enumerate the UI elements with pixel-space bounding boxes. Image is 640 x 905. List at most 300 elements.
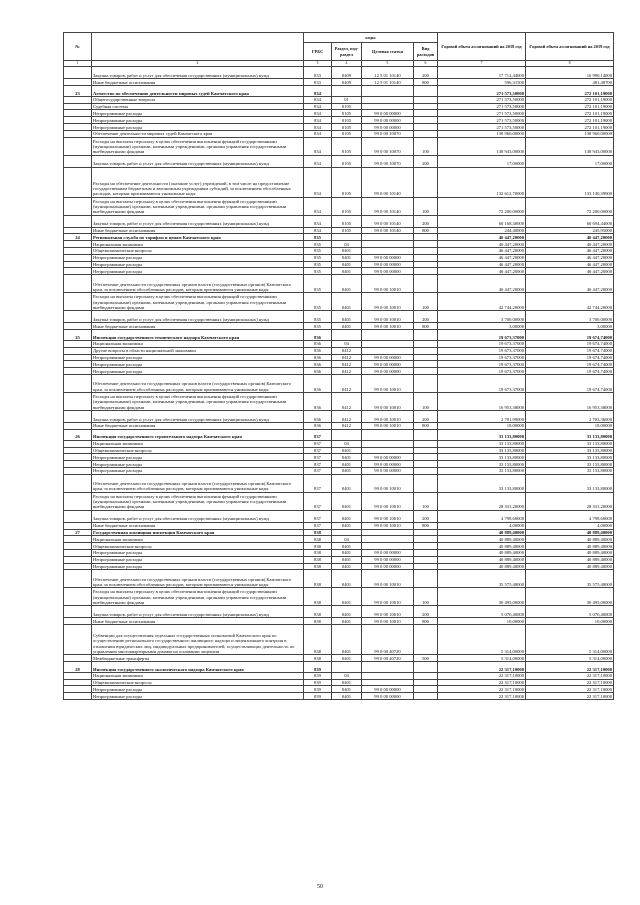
row-grbs: 839 [304, 661, 332, 672]
table-row [64, 293, 614, 311]
table-row [64, 422, 614, 429]
row-amount-2019: 19 674,74000 [526, 368, 614, 375]
row-number [64, 368, 92, 375]
row-amount-2019: 272 101,19000 [526, 123, 614, 130]
table-row [64, 323, 614, 330]
row-target-article [362, 247, 414, 254]
row-grbs: 836 [304, 368, 332, 375]
row-grbs: 838 [304, 618, 332, 625]
row-target-article: 12 5 01 10140 [362, 79, 414, 86]
row-target-article: 99 0 00 10070 [362, 155, 414, 167]
row-grbs: 836 [304, 347, 332, 354]
row-grbs: 834 [304, 85, 332, 96]
row-name: Инспекция государственного технического надзора Камчатского края [92, 329, 304, 340]
row-target-article: 99 0 00 00000 [362, 268, 414, 275]
row-name: Обеспечение деятельности государственных органов власти (государственных органов) Камчатского края, за исключением обособленных расходов, которым присваиваются уникальные коды [92, 570, 304, 588]
table-row [64, 96, 614, 103]
row-expense-type [414, 268, 438, 275]
table-row [64, 247, 614, 254]
table-row [64, 549, 614, 556]
row-grbs: 834 [304, 197, 332, 215]
table-row [64, 254, 614, 261]
row-target-article [362, 529, 414, 536]
row-name: Обеспечение деятельности государственных органов власти (государственных органов) Камчатского края, за исключением обособленных расходов, которым присваиваются уникальные коды [92, 374, 304, 392]
row-target-article [362, 429, 414, 440]
row-razdel: 0401 [332, 556, 362, 563]
row-expense-type: 500 [414, 655, 438, 662]
row-number [64, 96, 92, 103]
row-amount-2019: 46 447,20000 [526, 261, 614, 268]
row-amount-2018: 19 673,37000 [438, 354, 526, 361]
row-amount-2019: 46 447,20000 [526, 254, 614, 261]
index-cell: 6 [414, 61, 438, 67]
row-expense-type [414, 556, 438, 563]
row-number [64, 522, 92, 529]
row-number: 27 [64, 529, 92, 536]
row-amount-2018: 3 700,00000 [438, 311, 526, 323]
row-expense-type [414, 679, 438, 686]
row-grbs: 834 [304, 103, 332, 110]
row-razdel: 0401 [332, 563, 362, 570]
row-amount-2018: 42 744,20000 [438, 293, 526, 311]
row-razdel: 0401 [332, 492, 362, 510]
row-expense-type: 200 [414, 410, 438, 422]
row-amount-2019: 272 101,19000 [526, 110, 614, 117]
row-amount-2019: 33 133,80000 [526, 467, 614, 474]
row-amount-2018: 19 673,37000 [438, 340, 526, 347]
row-razdel: 0105 [332, 137, 362, 155]
row-grbs: 837 [304, 429, 332, 440]
row-grbs: 836 [304, 374, 332, 392]
row-number [64, 261, 92, 268]
row-razdel: 0401 [332, 679, 362, 686]
table-row [64, 130, 614, 137]
row-razdel [332, 529, 362, 536]
table-row [64, 440, 614, 447]
row-target-article [362, 85, 414, 96]
row-amount-2018: 271 573,50000 [438, 123, 526, 130]
header-name [92, 33, 304, 61]
row-amount-2019: 40 889,40000 [526, 529, 614, 536]
row-amount-2018: 271 573,50000 [438, 110, 526, 117]
row-expense-type: 100 [414, 137, 438, 155]
row-name: Национальная экономика [92, 536, 304, 543]
row-amount-2018: 33 133,80000 [438, 429, 526, 440]
row-number [64, 570, 92, 588]
row-target-article [362, 347, 414, 354]
index-cell: 5 [362, 61, 414, 67]
table-row [64, 410, 614, 422]
row-amount-2018: 33 133,80000 [438, 474, 526, 492]
row-amount-2018: 40 889,40000 [438, 543, 526, 550]
row-amount-2019: 33 133,80000 [526, 461, 614, 468]
row-grbs: 835 [304, 311, 332, 323]
table-row [64, 570, 614, 588]
row-number [64, 293, 92, 311]
table-row [64, 556, 614, 563]
row-amount-2019: 272 101,19000 [526, 103, 614, 110]
row-target-article [362, 536, 414, 543]
row-number [64, 461, 92, 468]
table-row [64, 197, 614, 215]
table-row [64, 275, 614, 293]
row-target-article: 99 0 00 10140 [362, 167, 414, 197]
row-target-article: 99 0 00 00000 [362, 254, 414, 261]
row-razdel: 0105 [332, 155, 362, 167]
row-expense-type [414, 130, 438, 137]
table-row [64, 543, 614, 550]
row-amount-2019: 10,00000 [526, 618, 614, 625]
row-razdel: 0105 [332, 130, 362, 137]
index-cell: 7 [438, 61, 526, 67]
row-target-article: 12 5 01 10140 [362, 67, 414, 79]
table-row [64, 606, 614, 618]
row-target-article: 99 0 00 10140 [362, 215, 414, 227]
table-body [64, 67, 614, 700]
row-amount-2019: 33 133,80000 [526, 474, 614, 492]
row-amount-2019: 46 447,20000 [526, 247, 614, 254]
row-amount-2019: 46 447,20000 [526, 275, 614, 293]
row-expense-type: 800 [414, 522, 438, 529]
row-number [64, 588, 92, 606]
row-number [64, 167, 92, 197]
row-grbs: 838 [304, 588, 332, 606]
row-amount-2018: 271 573,50000 [438, 117, 526, 124]
row-name: Непрограммные расходы [92, 549, 304, 556]
row-razdel [332, 234, 362, 241]
row-amount-2019: 40 889,40000 [526, 543, 614, 550]
row-number [64, 123, 92, 130]
row-amount-2018: 244,40000 [438, 227, 526, 234]
row-name: Национальная экономика [92, 340, 304, 347]
row-grbs: 839 [304, 686, 332, 693]
row-name: Межбюджетные трансферты [92, 655, 304, 662]
row-razdel: 0105 [332, 110, 362, 117]
row-razdel: 04 [332, 241, 362, 248]
row-name: Непрограммные расходы [92, 368, 304, 375]
row-amount-2018: 271 573,50000 [438, 85, 526, 96]
row-expense-type: 800 [414, 422, 438, 429]
row-expense-type [414, 467, 438, 474]
row-name: Инспекция государственного строительного надзора Камчатского края [92, 429, 304, 440]
row-razdel: 0105 [332, 197, 362, 215]
row-razdel: 0412 [332, 392, 362, 410]
row-amount-2018: 4,00000 [438, 522, 526, 529]
row-expense-type: 200 [414, 311, 438, 323]
row-number [64, 618, 92, 625]
row-name: Национальная экономика [92, 440, 304, 447]
row-grbs: 834 [304, 110, 332, 117]
row-target-article: 99 0 00 00000 [362, 354, 414, 361]
row-grbs: 839 [304, 679, 332, 686]
row-target-article [362, 340, 414, 347]
row-expense-type: 200 [414, 155, 438, 167]
table-row [64, 311, 614, 323]
row-amount-2018: 16 953,38000 [438, 392, 526, 410]
row-amount-2019: 3 700,00000 [526, 311, 614, 323]
row-amount-2019: 22 317,10000 [526, 686, 614, 693]
row-target-article [362, 234, 414, 241]
row-grbs: 837 [304, 461, 332, 468]
row-name: Расходы на выплаты персоналу в целях обеспечения выполнения функций государственными (муниципальными) органами, казенными учреждениями, органами управления государственными внебюджетными фондами [92, 492, 304, 510]
row-number: 28 [64, 661, 92, 672]
row-target-article: 99 0 00 00000 [362, 549, 414, 556]
table-row [64, 340, 614, 347]
row-grbs: 833 [304, 67, 332, 79]
row-expense-type: 100 [414, 588, 438, 606]
row-grbs: 838 [304, 655, 332, 662]
row-expense-type: 200 [414, 67, 438, 79]
row-expense-type: 100 [414, 197, 438, 215]
header-expense-type: Вид расходов [414, 43, 438, 61]
row-amount-2018: 5 314,00000 [438, 625, 526, 655]
row-name: Закупка товаров, работ и услуг для обеспечения государственных (муниципальных) нужд [92, 155, 304, 167]
row-razdel: 0401 [332, 275, 362, 293]
row-expense-type: 800 [414, 79, 438, 86]
row-razdel: 0412 [332, 368, 362, 375]
row-number [64, 686, 92, 693]
row-number [64, 347, 92, 354]
row-amount-2019: 28 331,20000 [526, 492, 614, 510]
row-grbs: 837 [304, 447, 332, 454]
table-row [64, 137, 614, 155]
row-razdel: 0401 [332, 510, 362, 522]
row-amount-2018: 40 889,40000 [438, 556, 526, 563]
row-grbs: 835 [304, 293, 332, 311]
row-name: Обеспечение деятельности государственных органов власти (государственных органов) Камчатского края, за исключением обособленных расходов, которым присваиваются уникальные коды [92, 275, 304, 293]
row-number [64, 492, 92, 510]
row-name: Расходы на выплаты персоналу в целях обеспечения выполнения функций государственными (муниципальными) органами, казенными учреждениями, органами управления государственными внебюджетными фондами [92, 293, 304, 311]
row-razdel: 0401 [332, 261, 362, 268]
row-target-article: 99 0 00 10010 [362, 422, 414, 429]
row-expense-type [414, 549, 438, 556]
table-row [64, 392, 614, 410]
row-number: 25 [64, 329, 92, 340]
row-amount-2018: 10,00000 [438, 618, 526, 625]
row-amount-2019: 33 133,80000 [526, 454, 614, 461]
row-number [64, 197, 92, 215]
row-name: Непрограммные расходы [92, 361, 304, 368]
table-row [64, 374, 614, 392]
row-number [64, 422, 92, 429]
row-amount-2018: 40 889,40000 [438, 563, 526, 570]
row-amount-2019: 72 200,00000 [526, 197, 614, 215]
row-name: Непрограммные расходы [92, 261, 304, 268]
row-target-article: 99 0 00 00000 [362, 117, 414, 124]
row-target-article [362, 672, 414, 679]
row-amount-2019: 3,00000 [526, 323, 614, 330]
row-expense-type: 100 [414, 492, 438, 510]
row-razdel [332, 85, 362, 96]
row-expense-type [414, 454, 438, 461]
index-cell: 4 [332, 61, 362, 67]
row-expense-type [414, 167, 438, 197]
row-number: 24 [64, 234, 92, 241]
row-grbs: 834 [304, 215, 332, 227]
row-amount-2019: 22 317,10000 [526, 661, 614, 672]
row-razdel: 0105 [332, 117, 362, 124]
table-row [64, 123, 614, 130]
row-grbs: 834 [304, 96, 332, 103]
header-number: № [64, 33, 92, 61]
row-razdel: 0409 [332, 79, 362, 86]
row-amount-2018: 5 314,00000 [438, 655, 526, 662]
row-expense-type [414, 625, 438, 655]
row-grbs: 835 [304, 323, 332, 330]
row-razdel: 0401 [332, 606, 362, 618]
table-row [64, 655, 614, 662]
budget-allocation-table [63, 32, 614, 700]
row-expense-type [414, 543, 438, 550]
row-name: Расходы на выплаты персоналу в целях обеспечения выполнения функций государственными (муниципальными) органами, казенными учреждениями, органами управления государственными внебюджетными фондами [92, 197, 304, 215]
row-target-article: 99 0 00 10070 [362, 137, 414, 155]
row-expense-type [414, 693, 438, 700]
row-grbs: 838 [304, 556, 332, 563]
row-amount-2018: 19 673,37000 [438, 347, 526, 354]
row-name: Иные бюджетные ассигнования [92, 522, 304, 529]
row-name: Непрограммные расходы [92, 117, 304, 124]
row-grbs: 837 [304, 492, 332, 510]
row-razdel: 0401 [332, 625, 362, 655]
row-razdel: 0401 [332, 686, 362, 693]
row-target-article: 99 0 00 10010 [362, 374, 414, 392]
row-name: Непрограммные расходы [92, 454, 304, 461]
row-number [64, 110, 92, 117]
row-name: Закупка товаров, работ и услуг для обеспечения государственных (муниципальных) нужд [92, 510, 304, 522]
table-row [64, 454, 614, 461]
row-grbs: 835 [304, 254, 332, 261]
row-amount-2018: 30 495,00000 [438, 588, 526, 606]
row-amount-2018: 33 133,80000 [438, 440, 526, 447]
row-razdel: 0401 [332, 522, 362, 529]
table-row [64, 461, 614, 468]
row-expense-type [414, 447, 438, 454]
row-razdel: 0401 [332, 254, 362, 261]
row-number [64, 447, 92, 454]
row-expense-type [414, 529, 438, 536]
row-amount-2019: 5 314,00000 [526, 625, 614, 655]
row-number [64, 275, 92, 293]
row-razdel: 0401 [332, 549, 362, 556]
row-target-article: 99 0 00 10010 [362, 311, 414, 323]
row-name: Субвенции для осуществления отдельных государственных полномочий Камчатского края по осуществлению регионального государственного жилищного надзора и лицензионного контроля в отношении юридических лиц, индивидуальных предпринимателей, осуществляющих деятельность по управлению многоквартирными домами на основании лицензии [92, 625, 304, 655]
row-number [64, 606, 92, 618]
row-razdel: 04 [332, 672, 362, 679]
row-expense-type [414, 117, 438, 124]
row-number [64, 215, 92, 227]
row-expense-type [414, 347, 438, 354]
row-name: Судебная система [92, 103, 304, 110]
row-razdel: 0105 [332, 103, 362, 110]
row-amount-2019: 272 101,19000 [526, 96, 614, 103]
row-razdel: 0412 [332, 347, 362, 354]
row-amount-2019: 40 889,40000 [526, 563, 614, 570]
row-name: Непрограммные расходы [92, 461, 304, 468]
row-expense-type: 800 [414, 227, 438, 234]
row-amount-2019: 4,00000 [526, 522, 614, 529]
row-expense-type [414, 536, 438, 543]
row-grbs: 836 [304, 329, 332, 340]
row-number [64, 655, 92, 662]
row-razdel: 0105 [332, 167, 362, 197]
row-target-article: 99 0 00 40720 [362, 625, 414, 655]
row-amount-2018: 271 573,50000 [438, 103, 526, 110]
row-expense-type: 200 [414, 606, 438, 618]
row-grbs: 834 [304, 130, 332, 137]
row-amount-2019: 30 495,00000 [526, 588, 614, 606]
row-amount-2018: 271 573,50000 [438, 96, 526, 103]
row-number [64, 510, 92, 522]
row-target-article [362, 543, 414, 550]
table-row [64, 155, 614, 167]
row-razdel: 0401 [332, 247, 362, 254]
row-amount-2019: 138 960,00000 [526, 130, 614, 137]
row-grbs: 836 [304, 340, 332, 347]
row-amount-2018: 33 133,80000 [438, 447, 526, 454]
row-name: Иные бюджетные ассигнования [92, 422, 304, 429]
table-row [64, 354, 614, 361]
row-amount-2019: 17,00000 [526, 155, 614, 167]
row-name: Непрограммные расходы [92, 563, 304, 570]
row-amount-2018: 22 317,10000 [438, 693, 526, 700]
header-razdel: Раздел, под-раздел [332, 43, 362, 61]
row-amount-2019: 19 674,74000 [526, 347, 614, 354]
row-grbs: 838 [304, 536, 332, 543]
table-row [64, 85, 614, 96]
index-cell: 2 [92, 61, 304, 67]
table-row [64, 261, 614, 268]
row-grbs: 836 [304, 354, 332, 361]
row-expense-type: 100 [414, 293, 438, 311]
row-grbs: 835 [304, 247, 332, 254]
row-razdel: 0401 [332, 293, 362, 311]
row-grbs: 837 [304, 474, 332, 492]
row-amount-2018: 33 133,80000 [438, 467, 526, 474]
row-grbs: 838 [304, 625, 332, 655]
row-grbs: 839 [304, 693, 332, 700]
row-name: Непрограммные расходы [92, 467, 304, 474]
row-razdel: 0401 [332, 693, 362, 700]
row-target-article: 99 0 00 10010 [362, 522, 414, 529]
row-amount-2019: 272 101,19000 [526, 117, 614, 124]
index-cell: 3 [304, 61, 332, 67]
row-razdel: 0412 [332, 374, 362, 392]
row-expense-type [414, 563, 438, 570]
row-target-article: 99 0 00 10010 [362, 570, 414, 588]
row-amount-2018: 46 447,20000 [438, 234, 526, 241]
row-name: Закупка товаров, работ и услуг для обеспечения государственных (муниципальных) нужд [92, 410, 304, 422]
table-row [64, 167, 614, 197]
row-target-article: 99 0 00 00000 [362, 110, 414, 117]
row-razdel: 0401 [332, 454, 362, 461]
row-target-article: 99 0 00 00000 [362, 461, 414, 468]
row-amount-2019: 2 703,36000 [526, 410, 614, 422]
row-amount-2018: 33 133,80000 [438, 454, 526, 461]
row-razdel [332, 329, 362, 340]
header-year-2019: Годовой объем ассигнований на 2019 год [526, 33, 614, 61]
row-amount-2019: 16 953,38000 [526, 392, 614, 410]
row-grbs: 835 [304, 268, 332, 275]
row-amount-2018: 132 612,70000 [438, 167, 526, 197]
table-row [64, 110, 614, 117]
table-row [64, 510, 614, 522]
row-amount-2018: 33 133,80000 [438, 461, 526, 468]
row-grbs: 837 [304, 467, 332, 474]
row-expense-type: 800 [414, 618, 438, 625]
row-target-article: 99 0 00 00000 [362, 123, 414, 130]
row-amount-2019: 40 889,40000 [526, 536, 614, 543]
row-expense-type [414, 85, 438, 96]
